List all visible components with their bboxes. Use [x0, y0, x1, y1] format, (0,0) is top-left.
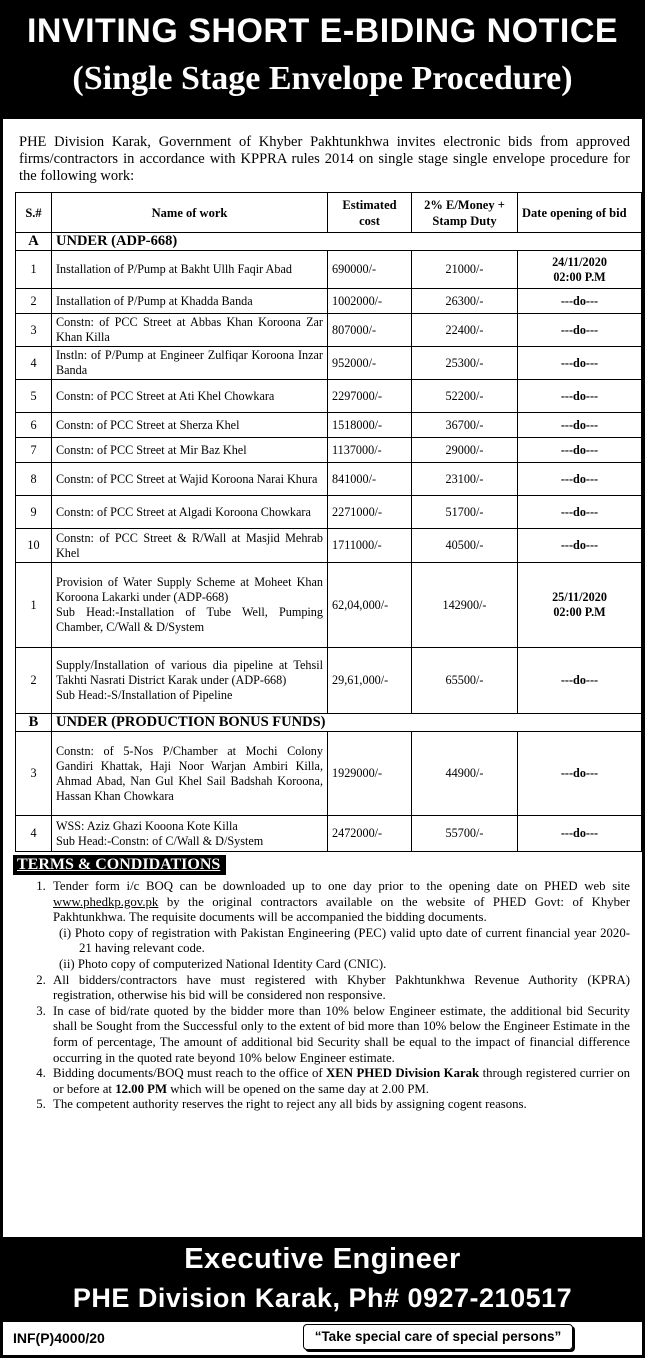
table-row	[16, 314, 642, 347]
row-work	[52, 816, 328, 852]
footer-office-phone: PHE Division Karak, Ph# 0927-210517	[72, 1283, 573, 1313]
row-money: 142900/-	[412, 563, 518, 648]
terms-list	[13, 879, 630, 1113]
row-date-value: ---do---	[560, 355, 599, 370]
terms-title: TERMS & CONDIDATIONS	[13, 855, 226, 875]
row-date	[518, 289, 642, 314]
row-sn: 2	[16, 648, 52, 714]
row-sn: 4	[16, 816, 52, 852]
row-cost: 1518000/-	[328, 413, 412, 438]
row-date-value: 25/11/2020	[552, 590, 607, 604]
row-sn: 3	[16, 732, 52, 816]
row-date-value: ---do---	[560, 293, 599, 308]
row-work-subhead: Sub Head:-Constn: of C/Wall & D/System	[56, 833, 264, 848]
row-sn: 5	[16, 380, 52, 413]
table-row	[16, 413, 642, 438]
row-date	[518, 251, 642, 289]
row-date	[518, 648, 642, 714]
row-work-text: Installation of P/Pump at Khadda Banda	[56, 293, 253, 308]
section-b-row	[16, 714, 642, 732]
phed-website-link[interactable]: www.phedkp.gov.pk	[53, 894, 159, 909]
table-row	[16, 496, 642, 529]
term-4	[49, 1066, 630, 1097]
row-work	[52, 251, 328, 289]
slogan-box: “Take special care of special persons”	[303, 1324, 573, 1350]
table-row	[16, 438, 642, 463]
row-work	[52, 529, 328, 563]
row-date	[518, 413, 642, 438]
term-1-item-ii: (ii) Photo copy of computerized National Identity Card (CNIC).	[59, 956, 387, 971]
term-4-deadline: 12.00 PM	[115, 1081, 168, 1096]
term-4-text-a: Bidding documents/BOQ must reach to the office of	[53, 1066, 327, 1081]
row-sn: 6	[16, 413, 52, 438]
row-money: 21000/-	[412, 251, 518, 289]
row-date	[518, 563, 642, 648]
row-work	[52, 438, 328, 463]
table-row	[16, 347, 642, 380]
row-date-value: ---do---	[560, 504, 599, 519]
row-money: 29000/-	[412, 438, 518, 463]
header-cost: Estimated cost	[328, 193, 412, 233]
notice-title: INVITING SHORT E-BIDING NOTICE	[26, 12, 619, 50]
row-work-text: Constn: of PCC Street at Wajid Koroona Narai Khura	[56, 471, 318, 486]
row-work	[52, 380, 328, 413]
term-3: 3. In case of bid/rate quoted by the bidder more than 10% below Engineer estimate, the additional bid Security shall be Sought from the Successful only to the extent of bid more than 10% below the Engineer Estimate in the form of percentage, The amount of additional bid Security shall be equal to the impact of financial difference occurring in the quoted rate beyond 10% below Engineer estimate.	[49, 1004, 630, 1066]
inf-number: INF(P)4000/20	[13, 1330, 105, 1346]
row-date	[518, 496, 642, 529]
term-1-text-a: Tender form i/c BOQ can be downloaded up to one day prior to the opening date on PHED web site	[53, 879, 630, 893]
row-money: 36700/-	[412, 413, 518, 438]
row-cost: 2297000/-	[328, 380, 412, 413]
row-cost: 1929000/-	[328, 732, 412, 816]
row-cost: 841000/-	[328, 463, 412, 496]
row-time-value: 02:00 P.M	[553, 605, 606, 619]
row-money: 40500/-	[412, 529, 518, 563]
row-work	[52, 732, 328, 816]
table-row	[16, 816, 642, 852]
row-work	[52, 563, 328, 648]
row-date-value: ---do---	[560, 766, 599, 780]
term-1-item-i: (i) Photo copy of registration with Pakistan Engineering (PEC) valid upto date of current financial year 2020-21 having relevant code.	[59, 925, 630, 956]
row-money: 23100/-	[412, 463, 518, 496]
row-work-subhead: Sub Head:-S/Installation of Pipeline	[56, 688, 233, 702]
row-date-value: ---do---	[560, 538, 599, 552]
term-5: 5. The competent authority reserves the right to reject any all bids by assigning cogent reasons.	[49, 1097, 630, 1113]
term-4-text-e: which will be opened on the same day at 2.00 PM.	[167, 1081, 430, 1096]
row-sn: 10	[16, 529, 52, 563]
row-work-text: Constn: of PCC Street at Abbas Khan Koroona Zar Khan Killa	[56, 315, 323, 344]
row-work	[52, 463, 328, 496]
row-work-text: Constn: of PCC Street at Ati Khel Chowkara	[56, 388, 275, 403]
row-money: 52200/-	[412, 380, 518, 413]
row-date-value: ---do---	[560, 322, 599, 337]
row-cost: 62,04,000/-	[328, 563, 412, 648]
row-work	[52, 289, 328, 314]
terms-section	[3, 852, 642, 1113]
term-4-office: XEN PHED Division Karak	[326, 1066, 480, 1081]
section-b-title: UNDER (PRODUCTION BONUS FUNDS)	[52, 714, 642, 732]
term-4-text-c: through registered currier on or before at	[53, 1066, 631, 1096]
row-cost: 29,61,000/-	[328, 648, 412, 714]
row-cost: 1002000/-	[328, 289, 412, 314]
row-sn: 8	[16, 463, 52, 496]
row-date	[518, 816, 642, 852]
row-cost: 952000/-	[328, 347, 412, 380]
header-date: Date opening of bid	[518, 193, 642, 233]
row-date	[518, 529, 642, 563]
table-row	[16, 732, 642, 816]
row-date-value: ---do---	[560, 388, 599, 403]
row-date	[518, 463, 642, 496]
row-date-value: ---do---	[560, 826, 599, 840]
section-a-title: UNDER (ADP-668)	[52, 233, 642, 251]
footer-banner	[3, 1237, 642, 1322]
row-money: 22400/-	[412, 314, 518, 347]
row-sn: 3	[16, 314, 52, 347]
section-a-row	[16, 233, 642, 251]
row-work-text: Constn: of 5-Nos P/Chamber at Mochi Colony Gandiri Khattak, Haji Noor Warjan Ambiri Killa, Ahmad Abad, Nan Gul Khel Sail Badshah Koroona, Hassan Khan Chowkara	[56, 743, 323, 803]
header-sn: S.#	[16, 193, 52, 233]
row-work	[52, 347, 328, 380]
row-work-text: Supply/Installation of various dia pipeline at Tehsil Takhti Nasrati District Karak under (ADP-668)	[56, 658, 323, 687]
table-row	[16, 289, 642, 314]
table-row	[16, 463, 642, 496]
footer-signatory: Executive Engineer	[184, 1243, 461, 1275]
row-date	[518, 347, 642, 380]
header-name: Name of work	[52, 193, 328, 233]
row-date-value: ---do---	[560, 442, 599, 457]
row-date-value: ---do---	[560, 471, 599, 486]
row-date-value: ---do---	[560, 673, 599, 687]
row-sn: 1	[16, 563, 52, 648]
table-row	[16, 380, 642, 413]
row-work-text: Constn: of PCC Street at Algadi Koroona Chowkara	[56, 504, 311, 519]
row-date	[518, 314, 642, 347]
row-work-text: WSS: Aziz Ghazi Kooona Kote Killa	[56, 818, 238, 833]
header-money: 2% E/Money + Stamp Duty	[412, 193, 518, 233]
section-a-letter: A	[16, 233, 52, 251]
row-sn: 2	[16, 289, 52, 314]
row-sn: 9	[16, 496, 52, 529]
row-cost: 1711000/-	[328, 529, 412, 563]
row-work	[52, 413, 328, 438]
row-money: 44900/-	[412, 732, 518, 816]
row-date	[518, 732, 642, 816]
row-sn: 1	[16, 251, 52, 289]
row-date-value: 24/11/2020	[552, 254, 607, 269]
table-row	[16, 529, 642, 563]
section-b-letter: B	[16, 714, 52, 732]
row-cost: 807000/-	[328, 314, 412, 347]
row-work	[52, 496, 328, 529]
row-money: 65500/-	[412, 648, 518, 714]
row-cost: 2271000/-	[328, 496, 412, 529]
table-row	[16, 251, 642, 289]
header-banner	[3, 3, 642, 119]
term-2: 2. All bidders/contractors have must registered with Khyber Pakhtunkhwa Revenue Authority (KPRA) registration, otherwise his bid will be considered non responsive.	[49, 973, 630, 1004]
notice-subtitle: (Single Stage Envelope Procedure)	[72, 60, 573, 97]
row-cost: 690000/-	[328, 251, 412, 289]
row-work	[52, 648, 328, 714]
table-header-row	[16, 193, 642, 233]
table-row	[16, 648, 642, 714]
row-cost: 2472000/-	[328, 816, 412, 852]
row-work-text: Provision of Water Supply Scheme at Moheet Khan Koroona Lakarki under (ADP-668)	[56, 575, 323, 604]
row-money: 51700/-	[412, 496, 518, 529]
row-work-text: Constn: of PCC Street at Sherza Khel	[56, 417, 240, 432]
table-row	[16, 563, 642, 648]
row-sn: 4	[16, 347, 52, 380]
intro-paragraph: PHE Division Karak, Government of Khyber Pakhtunkhwa invites electronic bids from approved firms/contractors in accordance with KPPRA rules 2014 on single stage single envelope procedure for the following work:	[19, 134, 630, 184]
row-money: 25300/-	[412, 347, 518, 380]
row-money: 55700/-	[412, 816, 518, 852]
row-work-text: Constn: of PCC Street at Mir Baz Khel	[56, 442, 247, 457]
works-table	[15, 192, 642, 852]
term-1	[49, 879, 630, 973]
row-work-text: Instln: of P/Pump at Engineer Zulfiqar Koroona Inzar Banda	[56, 348, 323, 377]
row-work-text: Installation of P/Pump at Bakht Ullh Faqir Abad	[56, 262, 292, 276]
row-time-value: 02:00 P.M	[553, 269, 606, 284]
row-cost: 1137000/-	[328, 438, 412, 463]
term-1-text-b: by the original contractors available on the website of PHED Govt: of Khyber Pakhtunkhwa. The requisite documents will be accompanied the bidding documents.	[53, 894, 630, 925]
row-date	[518, 380, 642, 413]
row-work-subhead: Sub Head:-Installation of Tube Well, Pumping Chamber, C/Wall & D/System	[56, 605, 323, 634]
row-money: 26300/-	[412, 289, 518, 314]
row-work	[52, 314, 328, 347]
row-work-text: Constn: of PCC Street & R/Wall at Masjid Mehrab Khel	[56, 530, 323, 560]
row-date	[518, 438, 642, 463]
row-sn: 7	[16, 438, 52, 463]
row-date-value: ---do---	[560, 417, 599, 432]
